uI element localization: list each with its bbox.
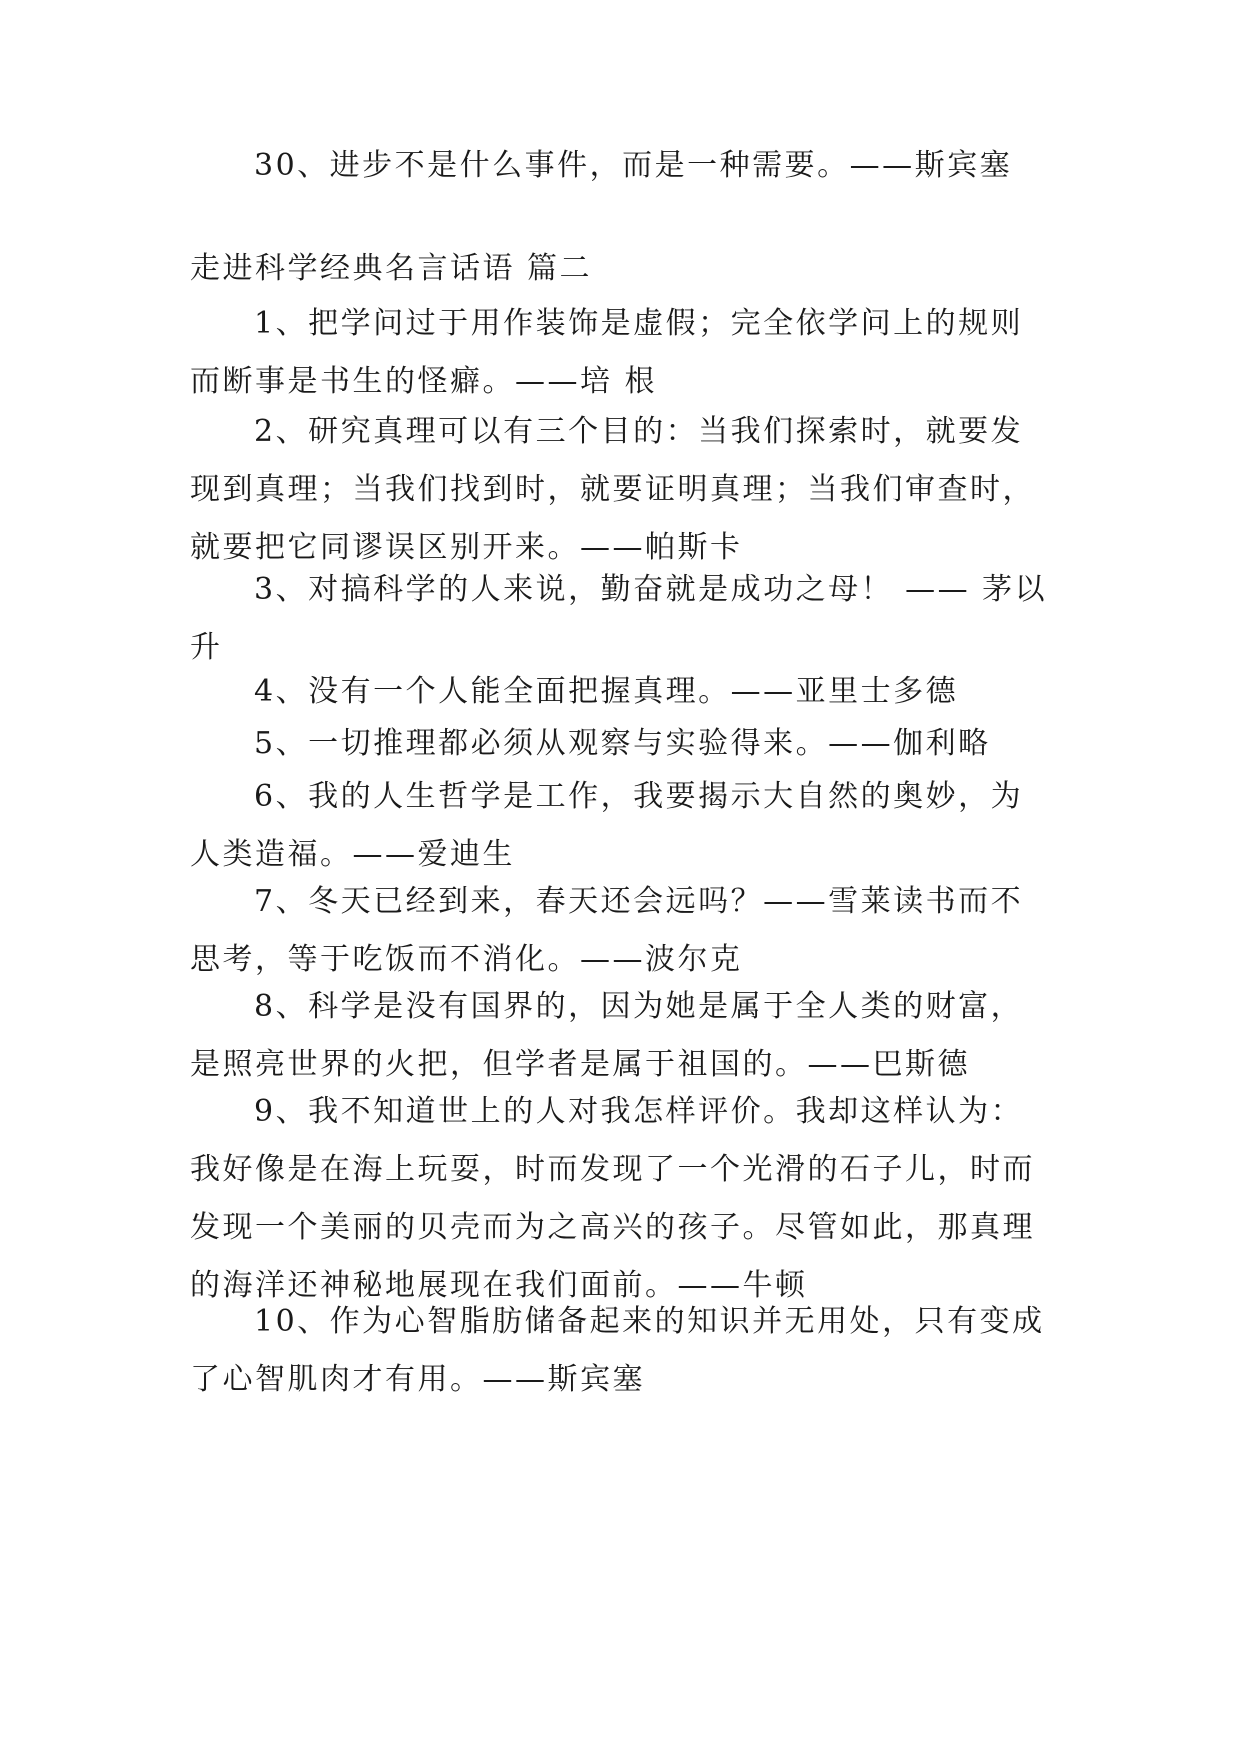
- quote-30: 30、进步不是什么事件，而是一种需要。——斯宾塞: [254, 148, 1013, 183]
- quote-1: 1、把学问过于用作装饰是虚假；完全依学问上的规则而断事是书生的怪癖。——培 根: [190, 306, 1024, 399]
- quote-9: 9、我不知道世上的人对我怎样评价。我却这样认为：我好像是在海上玩耍，时而发现了一个光滑的石子儿，时而发现一个美丽的贝壳而为之高兴的孩子。尽管如此，那真理的海洋还神秘地展现在我们面前。——牛顿: [190, 1094, 1035, 1303]
- document-page: [190, 0, 1050, 1754]
- quote-8: 8、科学是没有国界的，因为她是属于全人类的财富，是照亮世界的火把，但学者是属于祖国的。——巴斯德: [190, 989, 1024, 1082]
- quote-10: 10、作为心智脂肪储备起来的知识并无用处，只有变成了心智肌肉才有用。——斯宾塞: [190, 1304, 1045, 1397]
- section-title: 走进科学经典名言话语 篇二: [190, 251, 593, 286]
- quote-6: 6、我的人生哲学是工作，我要揭示大自然的奥妙，为人类造福。——爱迪生: [190, 779, 1024, 872]
- quote-5: 5、一切推理都必须从观察与实验得来。——伽利略: [254, 726, 991, 761]
- quote-3: 3、对搞科学的人来说，勤奋就是成功之母！ —— 茅以升: [190, 572, 1048, 665]
- quote-2: 2、研究真理可以有三个目的：当我们探索时，就要发现到真理；当我们找到时，就要证明真理；当我们审查时，就要把它同谬误区别开来。——帕斯卡: [190, 414, 1035, 565]
- quote-4: 4、没有一个人能全面把握真理。——亚里士多德: [254, 674, 959, 709]
- quote-7: 7、冬天已经到来，春天还会远吗？——雪莱读书而不思考，等于吃饭而不消化。——波尔克: [190, 884, 1024, 977]
